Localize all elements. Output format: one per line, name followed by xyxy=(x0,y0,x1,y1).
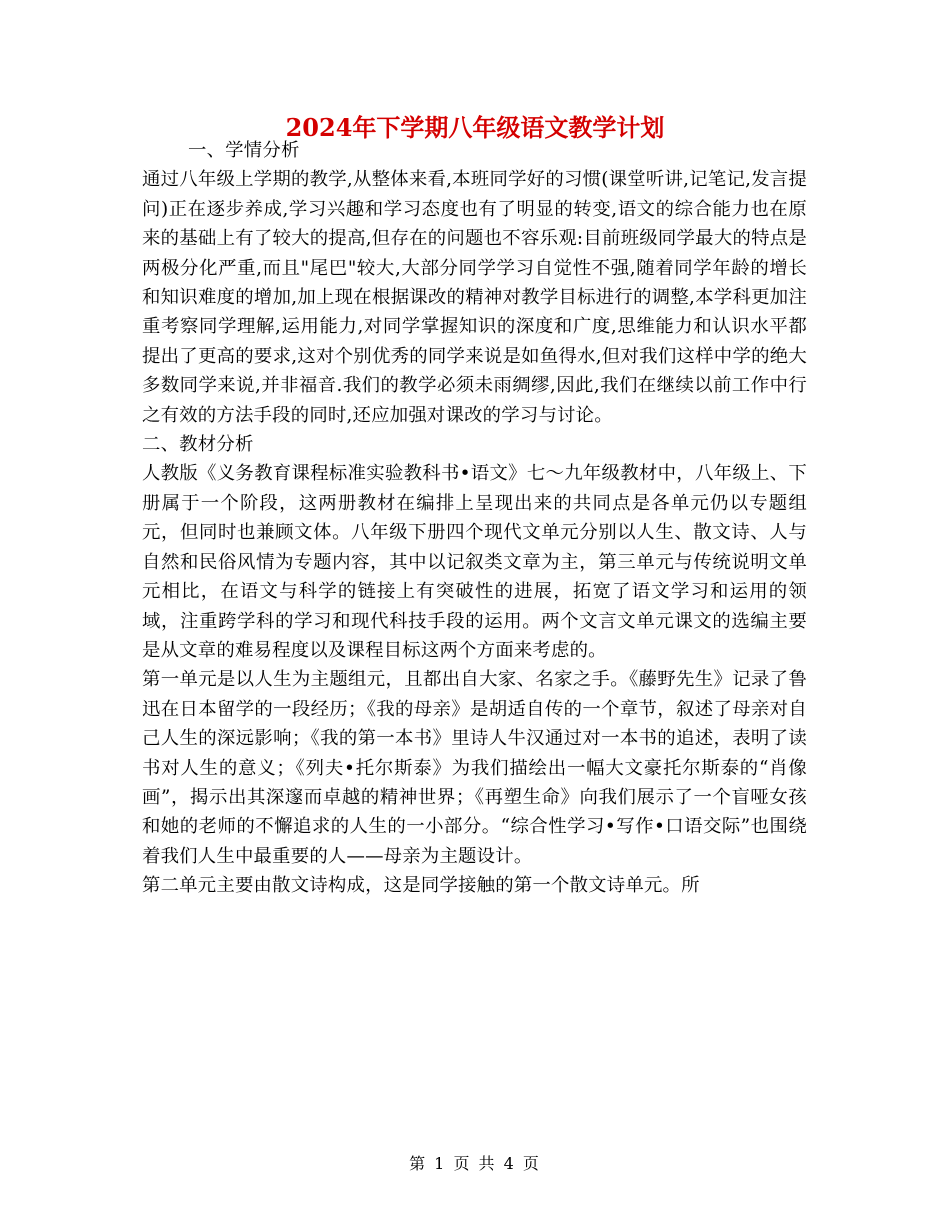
page-title: 2024年下学期八年级语文教学计划 xyxy=(285,113,665,142)
document-body xyxy=(142,136,807,901)
paragraph-unit-one: 第一单元是以人生为主题组元，且都出自大家、名家之手。《藤野先生》记录了鲁迅在日本留学的一段经历；《我的母亲》是胡适自传的一个章节，叙述了母亲对自己人生的深远影响；《我的第一本书》里诗人牛汉通过对一本书的追述，表明了读书对人生的意义；《列夫•托尔斯泰》为我们描绘出一幅大文豪托尔斯泰的“肖像画”，揭示出其深邃而卓越的精神世界；《再塑生命》向我们展示了一个盲哑女孩和她的老师的不懈追求的人生的一小部分。“综合性学习•写作•口语交际”也围绕着我们人生中最重要的人——母亲为主题设计。 xyxy=(142,669,807,867)
section-heading-textbook-analysis: 二、教材分析 xyxy=(142,434,254,456)
page-footer: 第 1 页 共 4 页 xyxy=(409,1154,541,1173)
paragraph-unit-two: 第二单元主要由散文诗构成，这是同学接触的第一个散文诗单元。所 xyxy=(142,875,700,897)
paragraph-learning-analysis: 通过八年级上学期的教学,从整体来看,本班同学好的习惯(课堂听讲,记笔记,发言提问)正在逐步养成,学习兴趣和学习态度也有了明显的转变,语文的综合能力也在原来的基础上有了较大的提高,但存在的问题也不容乐观:目前班级同学最大的特点是两极分化严重,而且"尾巴"较大,大部分同学学习自觉性不强,随着同学年龄的增长和知识难度的增加,加上现在根据课改的精神对教学目标进行的调整,本学科更加注重考察同学理解,运用能力,对同学掌握知识的深度和广度,思维能力和认识水平都提出了更高的要求,这对个别优秀的同学来说是如鱼得水,但对我们这样中学的绝大多数同学来说,并非福音.我们的教学必须未雨绸缪,因此,我们在继续以前工作中行之有效的方法手段的同时,还应加强对课改的学习与讨论。 xyxy=(142,169,807,426)
paragraph-textbook-overview: 人教版《义务教育课程标准实验教科书•语文》七～九年级教材中，八年级上、下册属于一个阶段，这两册教材在编排上呈现出来的共同点是各单元仍以专题组元，但同时也兼顾文体。八年级下册四个现代文单元分别以人生、散文诗、人与自然和民俗风情为专题内容，其中以记叙类文章为主，第三单元与传统说明文单元相比，在语文与科学的链接上有突破性的进展，拓宽了语文学习和运用的领域，注重跨学科的学习和现代科技手段的运用。两个文言文单元课文的选编主要是从文章的难易程度以及课程目标这两个方面来考虑的。 xyxy=(142,463,807,661)
section-heading-learning-analysis: 一、学情分析 xyxy=(188,140,300,161)
